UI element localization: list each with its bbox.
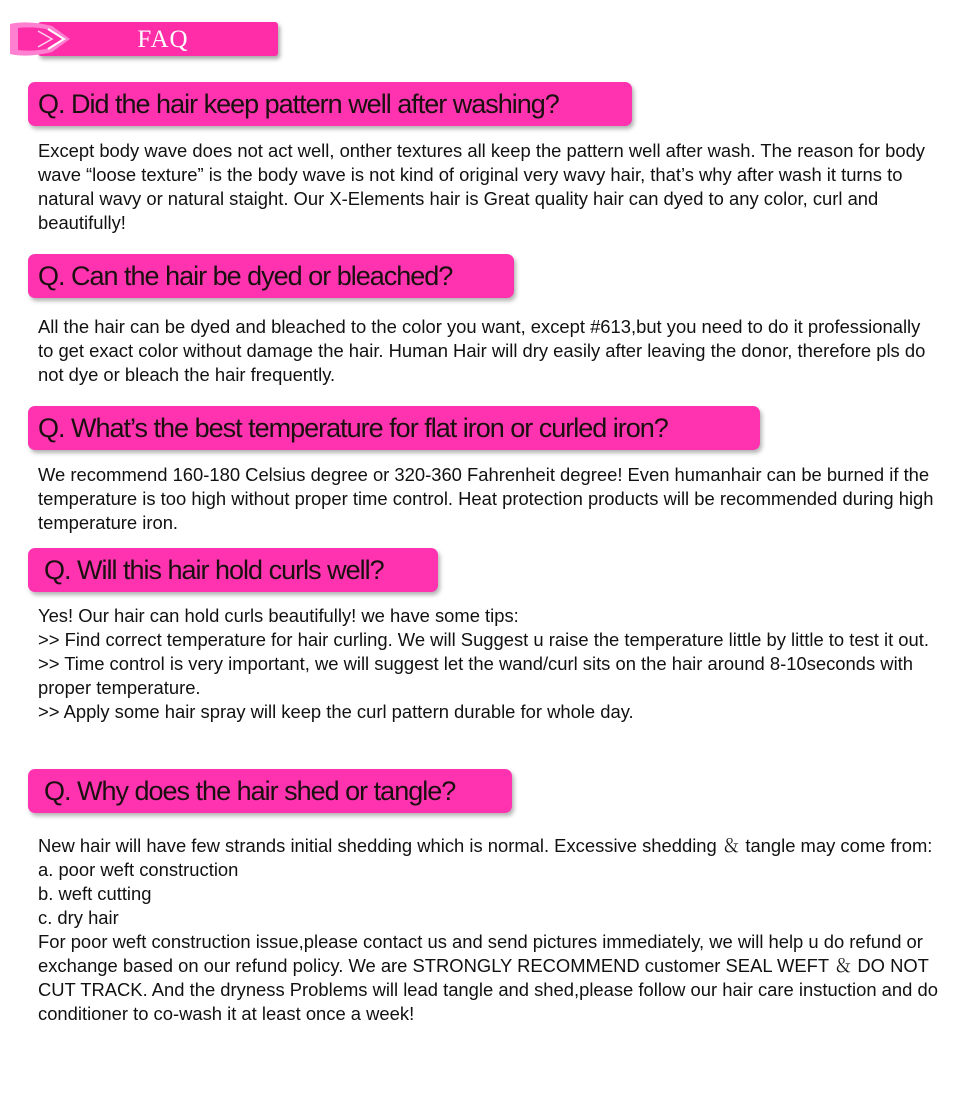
faq-answer-curls bbox=[38, 604, 938, 724]
faq-answer-washing bbox=[38, 139, 938, 235]
answer-list-item: b. weft cutting bbox=[38, 883, 152, 904]
answer-list-item: a. poor weft construction bbox=[38, 859, 239, 880]
answer-paragraph: All the hair can be dyed and bleached to the color you want, except #613,but you need to do it professionally to get exact color without damage the hair. Human Hair will dry easily after leaving the donor, therefore pls do not dye or bleach the hair frequently. bbox=[38, 316, 926, 385]
faq-question-shed: Q. Why does the hair shed or tangle? bbox=[28, 769, 512, 813]
faq-answer-shed bbox=[38, 834, 938, 1026]
faq-question-washing: Q. Did the hair keep pattern well after washing? bbox=[28, 82, 632, 126]
faq-question-temperature: Q. What’s the best temperature for flat iron or curled iron? bbox=[28, 406, 760, 450]
faq-answer-dyed bbox=[38, 315, 938, 387]
answer-list-item: c. dry hair bbox=[38, 907, 119, 928]
answer-paragraph: Yes! Our hair can hold curls beautifully! we have some tips: bbox=[38, 605, 519, 626]
arrow-ribbon-icon bbox=[8, 18, 78, 60]
answer-tip: >> Apply some hair spray will keep the curl pattern durable for whole day. bbox=[38, 701, 634, 722]
faq-question-curls: Q. Will this hair hold curls well? bbox=[28, 548, 438, 592]
faq-question-dyed: Q. Can the hair be dyed or bleached? bbox=[28, 254, 514, 298]
faq-banner bbox=[8, 18, 278, 60]
answer-paragraph: For poor weft construction issue,please contact us and send pictures immediately, we will help u do refund or exchange based on our refund policy. We are STRONGLY RECOMMEND customer SEAL WEFT ＆ DO NOT CUT TRACK. And the dryness Problems will lead tangle and shed,please follow our hair care instuction and do conditioner to co-wash it at least once a week! bbox=[38, 931, 938, 1024]
answer-tip: >> Time control is very important, we will suggest let the wand/curl sits on the hair around 8-10seconds with proper temperature. bbox=[38, 653, 914, 698]
faq-answer-temperature bbox=[38, 463, 938, 535]
answer-paragraph: Except body wave does not act well, onther textures all keep the pattern well after wash. The reason for body wave “loose texture” is the body wave is not kind of original very wavy hair, that’s why after wash it turns to natural wavy or natural staight. Our X-Elements hair is Great quality hair can dyed to any color, curl and beautifully! bbox=[38, 140, 925, 233]
faq-title: FAQ bbox=[137, 26, 189, 53]
answer-tip: >> Find correct temperature for hair curling. We will Suggest u raise the temperature little by little to test it out. bbox=[38, 629, 929, 650]
answer-paragraph: We recommend 160-180 Celsius degree or 320-360 Fahrenheit degree! Even humanhair can be burned if the temperature is too high without proper time control. Heat protection products will be recommended during high temperature iron. bbox=[38, 464, 934, 533]
answer-paragraph: New hair will have few strands initial shedding which is normal. Excessive shedding ＆ tangle may come from: bbox=[38, 835, 933, 856]
